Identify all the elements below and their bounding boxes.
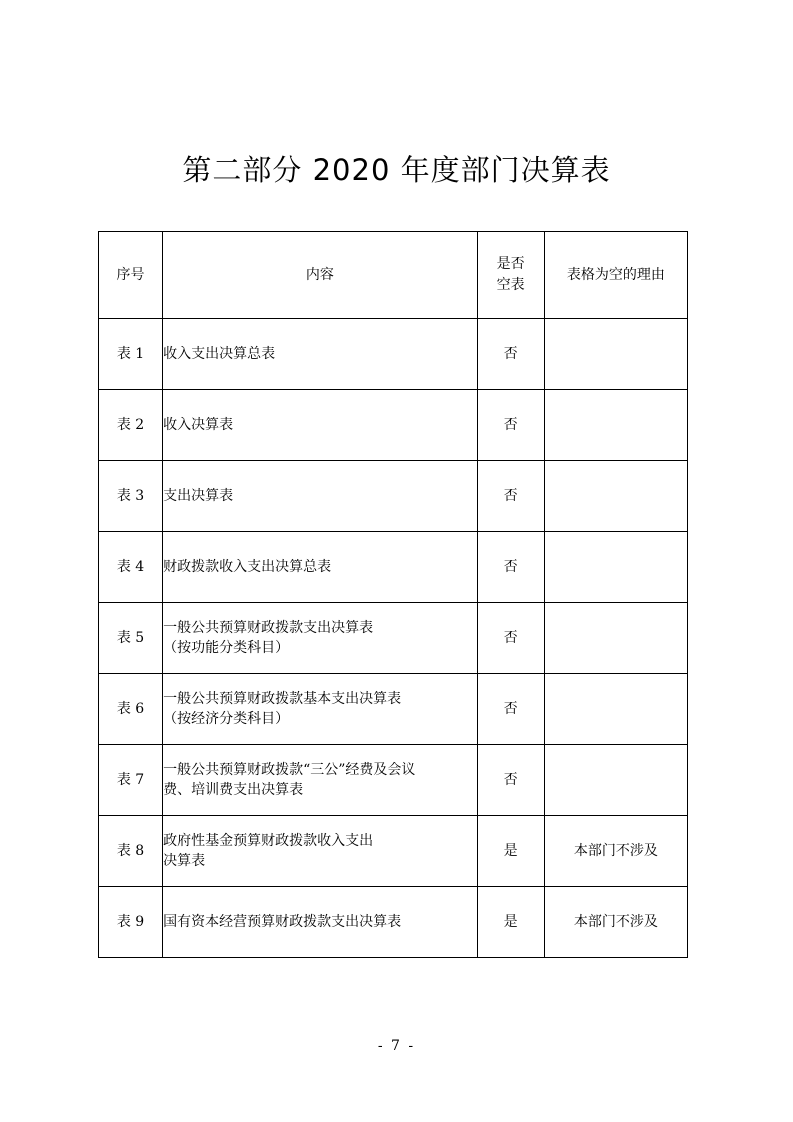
row-is-empty: 是 bbox=[477, 887, 544, 958]
row-content-line1: 一般公共预算财政拨款支出决算表 bbox=[163, 620, 374, 636]
row-number: 表 8 bbox=[99, 816, 163, 887]
row-reason bbox=[544, 532, 687, 603]
table-row bbox=[99, 461, 688, 532]
header-content: 内容 bbox=[163, 232, 478, 319]
row-number: 表 9 bbox=[99, 887, 163, 958]
row-content-line2: 费、培训费支出决算表 bbox=[163, 782, 304, 798]
page-title: 第二部分 2020 年度部门决算表 bbox=[182, 153, 611, 187]
table-row bbox=[99, 390, 688, 461]
row-is-empty: 否 bbox=[477, 745, 544, 816]
row-content bbox=[163, 887, 478, 958]
row-content-line1: 国有资本经营预算财政拨款支出决算表 bbox=[163, 914, 402, 930]
table-row bbox=[99, 816, 688, 887]
row-content-line1: 一般公共预算财政拨款基本支出决算表 bbox=[163, 691, 402, 707]
row-number: 表 1 bbox=[99, 319, 163, 390]
row-reason: 本部门不涉及 bbox=[544, 887, 687, 958]
row-number: 表 5 bbox=[99, 603, 163, 674]
header-is-empty-line2: 空表 bbox=[496, 277, 525, 293]
header-is-empty bbox=[477, 232, 544, 319]
row-content bbox=[163, 532, 478, 603]
row-is-empty: 是 bbox=[477, 816, 544, 887]
table-row bbox=[99, 674, 688, 745]
row-content-line1: 支出决算表 bbox=[163, 488, 234, 504]
row-content-line1: 收入决算表 bbox=[163, 417, 234, 433]
row-is-empty: 否 bbox=[477, 319, 544, 390]
row-content-line2: 决算表 bbox=[163, 853, 206, 869]
row-content-line1: 一般公共预算财政拨款“三公”经费及会议 bbox=[163, 762, 416, 778]
row-reason bbox=[544, 674, 687, 745]
row-number: 表 4 bbox=[99, 532, 163, 603]
table-row bbox=[99, 745, 688, 816]
row-content bbox=[163, 674, 478, 745]
row-reason bbox=[544, 319, 687, 390]
row-content-line1: 收入支出决算总表 bbox=[163, 346, 276, 362]
row-is-empty: 否 bbox=[477, 532, 544, 603]
row-reason bbox=[544, 603, 687, 674]
table-row bbox=[99, 319, 688, 390]
row-content-line2: （按经济分类科目） bbox=[163, 711, 290, 727]
row-content-line1: 政府性基金预算财政拨款收入支出 bbox=[163, 833, 374, 849]
table-row bbox=[99, 532, 688, 603]
row-reason bbox=[544, 745, 687, 816]
row-is-empty: 否 bbox=[477, 603, 544, 674]
row-content bbox=[163, 319, 478, 390]
row-is-empty: 否 bbox=[477, 390, 544, 461]
header-is-empty-line1: 是否 bbox=[496, 256, 525, 272]
row-is-empty: 否 bbox=[477, 461, 544, 532]
row-content-line1: 财政拨款收入支出决算总表 bbox=[163, 559, 332, 575]
header-number: 序号 bbox=[99, 232, 163, 319]
row-number: 表 6 bbox=[99, 674, 163, 745]
row-reason bbox=[544, 461, 687, 532]
row-number: 表 2 bbox=[99, 390, 163, 461]
budget-tables-index bbox=[98, 231, 688, 958]
page-number: - 7 - bbox=[377, 1038, 416, 1054]
row-content bbox=[163, 745, 478, 816]
row-reason: 本部门不涉及 bbox=[544, 816, 687, 887]
row-content bbox=[163, 390, 478, 461]
row-reason bbox=[544, 390, 687, 461]
row-content bbox=[163, 603, 478, 674]
row-content-line2: （按功能分类科目） bbox=[163, 640, 290, 656]
header-reason: 表格为空的理由 bbox=[544, 232, 687, 319]
row-is-empty: 否 bbox=[477, 674, 544, 745]
table-header-row bbox=[99, 232, 688, 319]
row-number: 表 7 bbox=[99, 745, 163, 816]
row-content bbox=[163, 816, 478, 887]
row-content bbox=[163, 461, 478, 532]
table-row bbox=[99, 603, 688, 674]
table-row bbox=[99, 887, 688, 958]
row-number: 表 3 bbox=[99, 461, 163, 532]
